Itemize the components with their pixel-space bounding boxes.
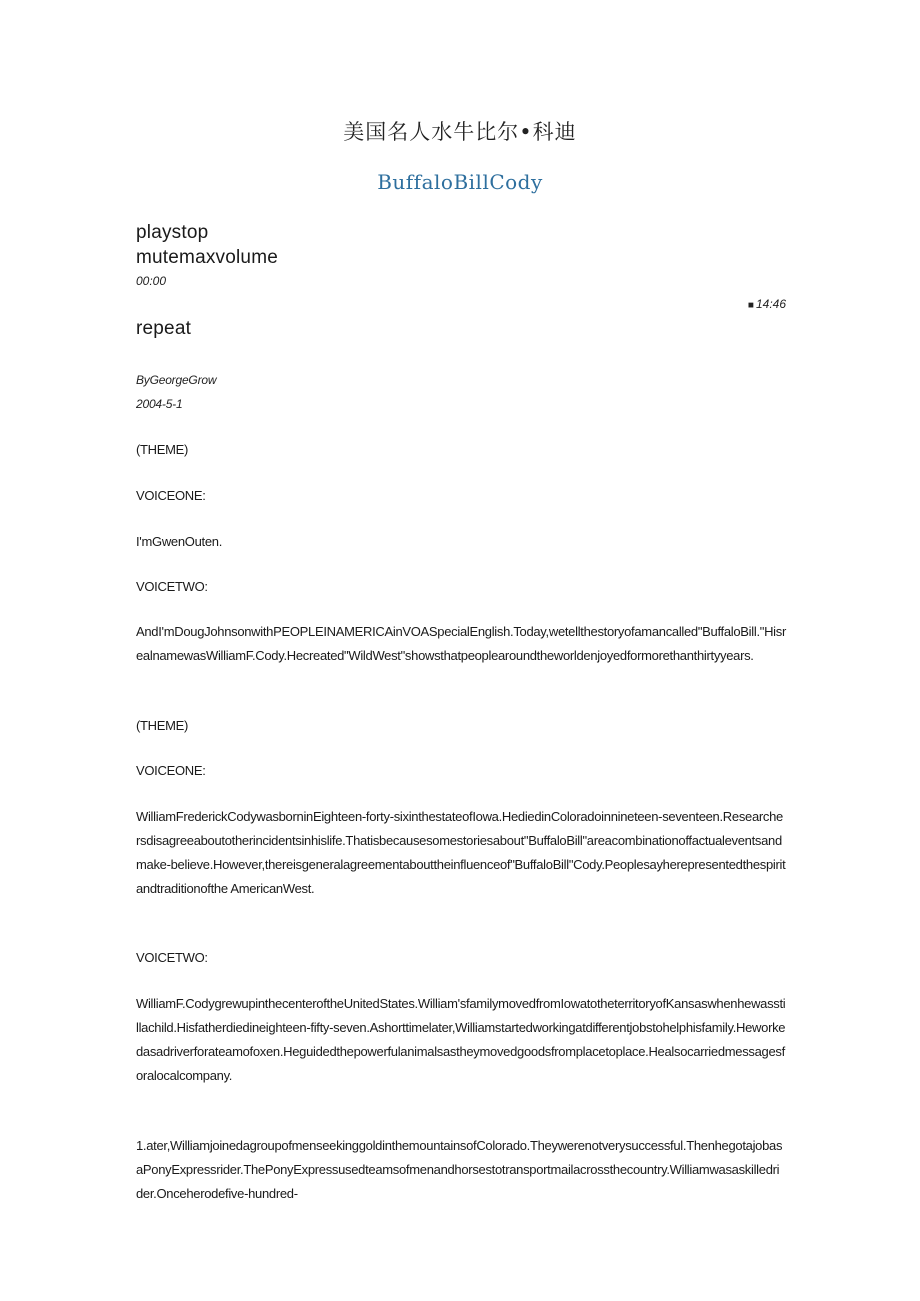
duration-value: 14:46 (755, 297, 786, 311)
paragraph-cody-youth: WilliamF.CodygrewupinthecenteroftheUnitedStates.William'sfamilymovedfromIowatotheterritoryofKansaswhenhewasstillachild.Hisfatherdiedineighteen-fifty-seven.Ashorttimelater,Williamstartedworkingatdifferentjobstohelphisfamily.Heworkedasadriverforateamofoxen.Heguidedthepowerfulanimalsastheymovedgoodsfromplacetoplace.Healsocarriedmessagesforalocalcompany. (136, 996, 786, 1083)
paragraph-voice-one-2: VOICEONE: (136, 763, 206, 778)
byline: ByGeorgeGrow (136, 373, 217, 387)
paragraph-intro-doug: AndI'mDougJohnsonwithPEOPLEINAMERICAinVOASpecialEnglish.Today,wetellthestoryofamancalled"BuffaloBill."HisrealnamewasWilliamF.Cody.Hecreated"WildWest"showsthatpeoplearoundtheworldenjoyedformorethanthirtyyears. (136, 624, 786, 663)
play-stop-control[interactable]: playstop (136, 222, 209, 243)
paragraph-voice-two-2: VOICETWO: (136, 950, 208, 965)
current-time-readout: 00:00 (136, 274, 167, 288)
publish-date: 2004-5-1 (136, 397, 183, 411)
duration-readout (748, 297, 786, 311)
paragraph-pony-express: 1.ater,WilliamjoinedagroupofmenseekinggoldinthemountainsofColorado.Theywerenotverysuccessful.ThenhegotajobasaPonyExpressrider.ThePonyExpressusedteamsofmenandhorsestotransportmailacrossthecountry.Williamwasaskilledrider.Onceherodefive-hundred- (136, 1138, 783, 1201)
repeat-control[interactable]: repeat (136, 318, 192, 339)
paragraph-voice-two-1: VOICETWO: (136, 579, 208, 594)
paragraph-voice-one-1: VOICEONE: (136, 488, 206, 503)
paragraph-intro-gwen: I'mGwenOuten. (136, 534, 223, 549)
paragraph-theme-2: (THEME) (136, 718, 189, 733)
paragraph-theme-1: (THEME) (136, 442, 189, 457)
page-title-english: BuffaloBillCody (377, 170, 543, 194)
page-title-chinese: 美国名人水牛比尔•科迪 (343, 120, 577, 144)
mute-volume-control[interactable]: mutemaxvolume (136, 247, 278, 268)
progress-slider-handle-icon[interactable]: ■ (747, 300, 754, 311)
paragraph-cody-birth: WilliamFrederickCodywasborninEighteen-forty-sixinthestateofIowa.HediedinColoradoinnineteen-seventeen.Researchersdisagreeaboutotherincidentsinhislife.Thatisbecausesomestoriesabout"BuffaloBill"areacombinationoffactualeventsandmake-believe.However,thereisgeneralagreementabouttheinfluenceof"BuffaloBill"Cody.Peoplesayherepresentedthespiritandtraditionofthe AmericanWest. (136, 809, 786, 896)
